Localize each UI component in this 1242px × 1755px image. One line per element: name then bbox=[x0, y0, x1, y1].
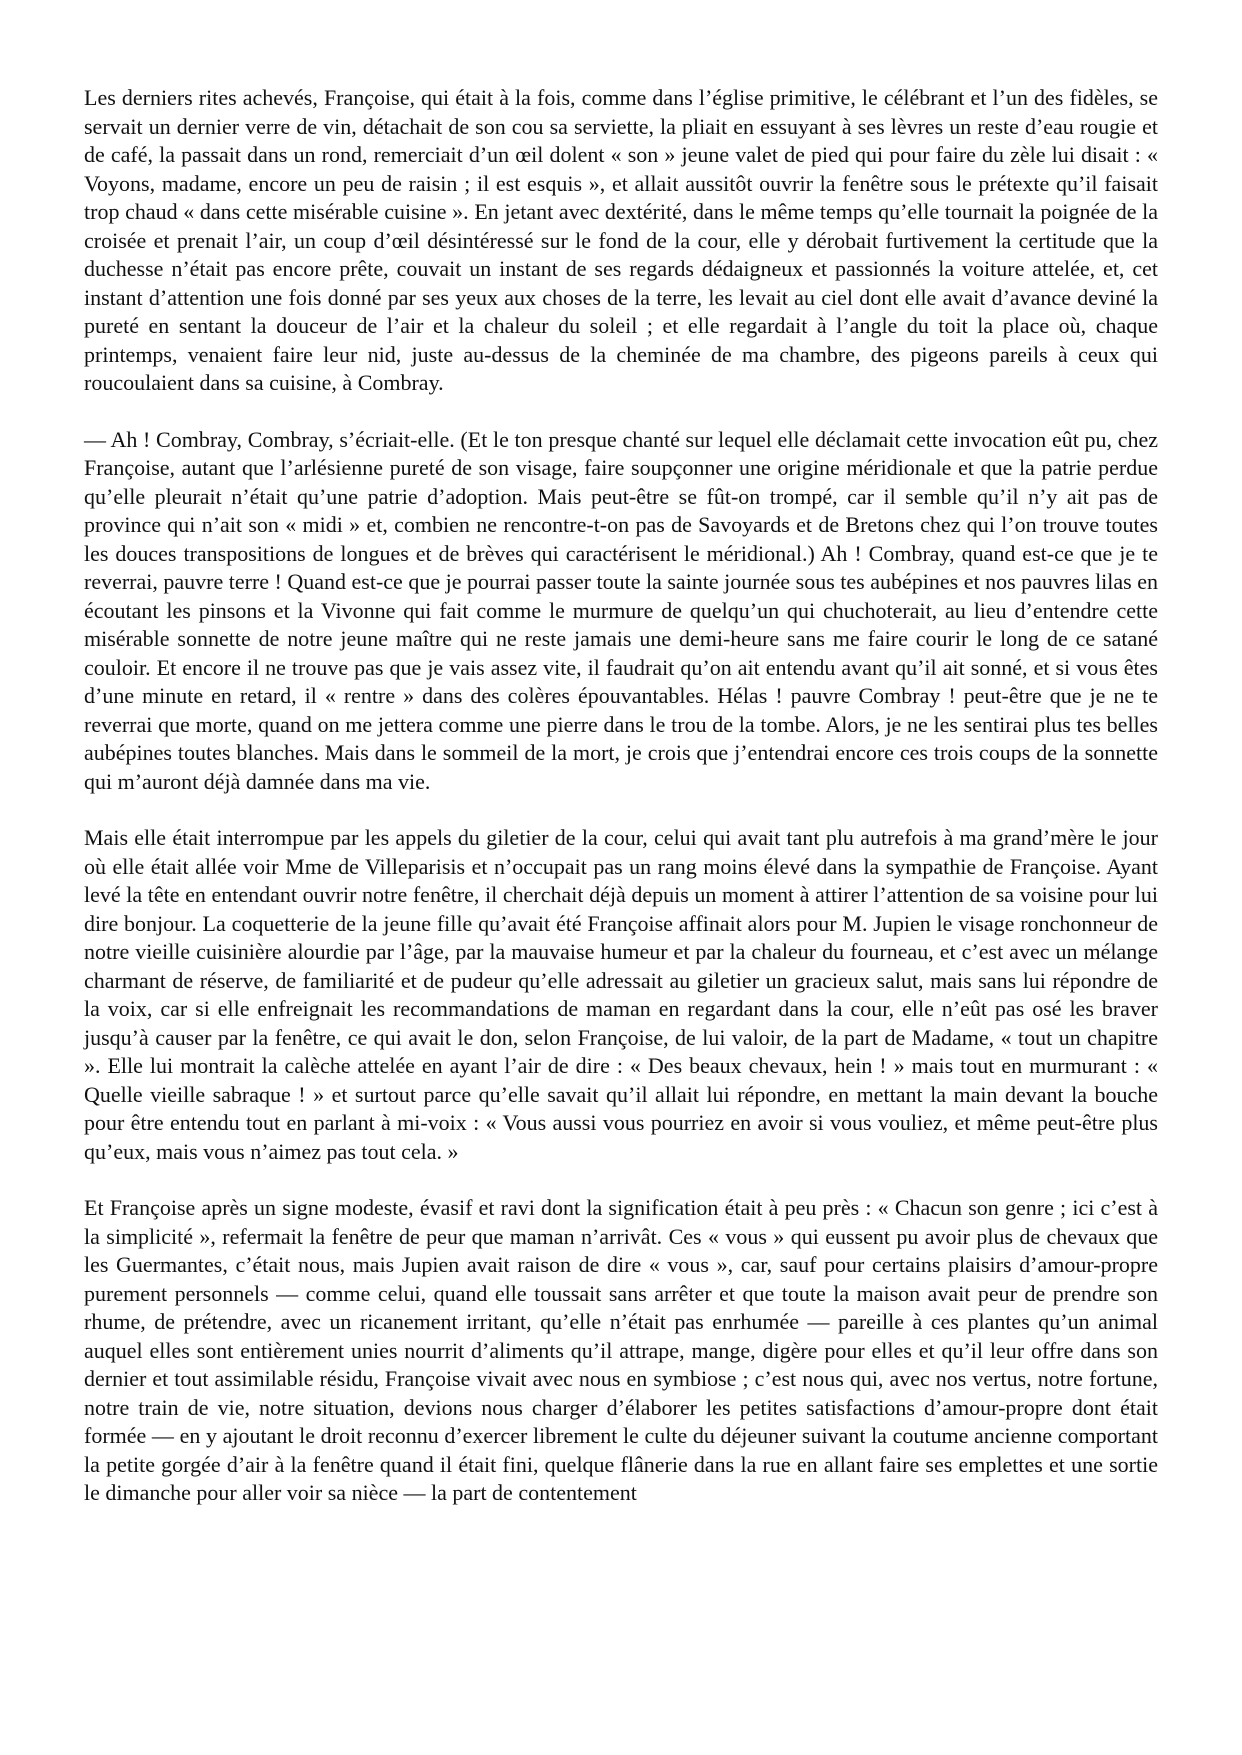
paragraph-3: Mais elle était interrompue par les appels du giletier de la cour, celui qui avait tant plu autrefois à ma grand’mère le jour où elle était allée voir Mme de Villeparisis et n’occupait pas un rang moins élevé dans la sympathie de Françoise. Ayant levé la tête en entendant ouvrir notre fenêtre, il cherchait déjà depuis un moment à attirer l’attention de sa voisine pour lui dire bonjour. La coquetterie de la jeune fille qu’avait été Françoise affinait alors pour M. Jupien le visage ronchonneur de notre vieille cuisinière alourdie par l’âge, par la mauvaise humeur et par la chaleur du fourneau, et c’est avec un mélange charmant de réserve, de familiarité et de pudeur qu’elle adressait au giletier un gracieux salut, mais sans lui répondre de la voix, car si elle enfreignait les recommandations de maman en regardant dans la cour, elle n’eût pas osé les braver jusqu’à causer par la fenêtre, ce qui avait le don, selon Françoise, de lui valoir, de la part de Madame, « tout un chapitre ». Elle lui montrait la calèche attelée en ayant l’air de dire : « Des beaux chevaux, hein ! » mais tout en murmurant : « Quelle vieille sabraque ! » et surtout parce qu’elle savait qu’il allait lui répondre, en mettant la main devant la bouche pour être entendu tout en parlant à mi-voix : « Vous aussi vous pourriez en avoir si vous vouliez, et même peut-être plus qu’eux, mais vous n’aimez pas tout cela. » bbox=[84, 825, 1158, 1164]
paragraph-1: Les derniers rites achevés, Françoise, qui était à la fois, comme dans l’église primitive, le célébrant et l’un des fidèles, se servait un dernier verre de vin, détachait de son cou sa serviette, la pliait en essuyant à ses lèvres un reste d’eau rougie et de café, la passait dans un rond, remerciait d’un œil dolent « son » jeune valet de pied qui pour faire du zèle lui disait : « Voyons, madame, encore un peu de raisin ; il est esquis », et allait aussitôt ouvrir la fenêtre sous le prétexte qu’il faisait trop chaud « dans cette misérable cuisine ». En jetant avec dextérité, dans le même temps qu’elle tournait la poignée de la croisée et prenait l’air, un coup d’œil désintéressé sur le fond de la cour, elle y dérobait furtivement la certitude que la duchesse n’était pas encore prête, couvait un instant de ses regards dédaigneux et passionnés la voiture attelée, et, cet instant d’attention une fois donné par ses yeux aux choses de la terre, les levait au ciel dont elle avait d’avance deviné la pureté en sentant la douceur de l’air et la chaleur du soleil ; et elle regardait à l’angle du toit la place où, chaque printemps, venaient faire leur nid, juste au-dessus de la cheminée de ma chambre, des pigeons pareils à ceux qui roucoulaient dans sa cuisine, à Combray. bbox=[84, 85, 1158, 395]
paragraph-2: — Ah ! Combray, Combray, s’écriait-elle. (Et le ton presque chanté sur lequel elle déclamait cette invocation eût pu, chez Françoise, autant que l’arlésienne pureté de son visage, faire soupçonner une origine méridionale et que la patrie perdue qu’elle pleurait n’était qu’une patrie d’adoption. Mais peut-être se fût-on trompé, car il semble qu’il n’y ait pas de province qui n’ait son « midi » et, combien ne rencontre-t-on pas de Savoyards et de Bretons chez qui l’on trouve toutes les douces transpositions de longues et de brèves qui caractérisent le méridional.) Ah ! Combray, quand est-ce que je te reverrai, pauvre terre ! Quand est-ce que je pourrai passer toute la sainte journée sous tes aubépines et nos pauvres lilas en écoutant les pinsons et la Vivonne qui fait comme le murmure de quelqu’un qui chuchoterait, au lieu d’entendre cette misérable sonnette de notre jeune maître qui ne reste jamais une demi-heure sans me faire courir le long de ce satané couloir. Et encore il ne trouve pas que je vais assez vite, il faudrait qu’on ait entendu avant qu’il ait sonné, et si vous êtes d’une minute en retard, il « rentre » dans des colères épouvantables. Hélas ! pauvre Combray ! peut-être que je ne te reverrai que morte, quand on me jettera comme une pierre dans le trou de la tombe. Alors, je ne les sentirai plus tes belles aubépines toutes blanches. Mais dans le sommeil de la mort, je crois que j’entendrai encore ces trois coups de la sonnette qui m’auront déjà damnée dans ma vie. bbox=[84, 426, 1158, 794]
paragraph-4: Et Françoise après un signe modeste, évasif et ravi dont la signification était à peu près : « Chacun son genre ; ici c’est à la simplicité », refermait la fenêtre de peur que maman n’arrivât. Ces « vous » qui eussent pu avoir plus de chevaux que les Guermantes, c’était nous, mais Jupien avait raison de dire « vous », car, sauf pour certains plaisirs d’amour-propre purement personnels — comme celui, quand elle toussait sans arrêter et que toute la maison avait peur de prendre son rhume, de prétendre, avec un ricanement irritant, qu’elle n’était pas enrhumée — pareille à ces plantes qu’un animal auquel elles sont entièrement unies nourrit d’aliments qu’il attrape, mange, digère pour elles et qu’il leur offre dans son dernier et tout assimilable résidu, Françoise vivait avec nous en symbiose ; c’est nous qui, avec nos vertus, notre fortune, notre train de vie, notre situation, devions nous charger d’élaborer les petites satisfactions d’amour-propre dont était formée — en y ajoutant le droit reconnu d’exercer librement le culte du déjeuner suivant la coutume ancienne comportant la petite gorgée d’air à la fenêtre quand il était fini, quelque flânerie dans la rue en allant faire ses emplettes et une sortie le dimanche pour aller voir sa nièce — la part de contentement bbox=[84, 1195, 1158, 1505]
document-page bbox=[84, 84, 1158, 1536]
